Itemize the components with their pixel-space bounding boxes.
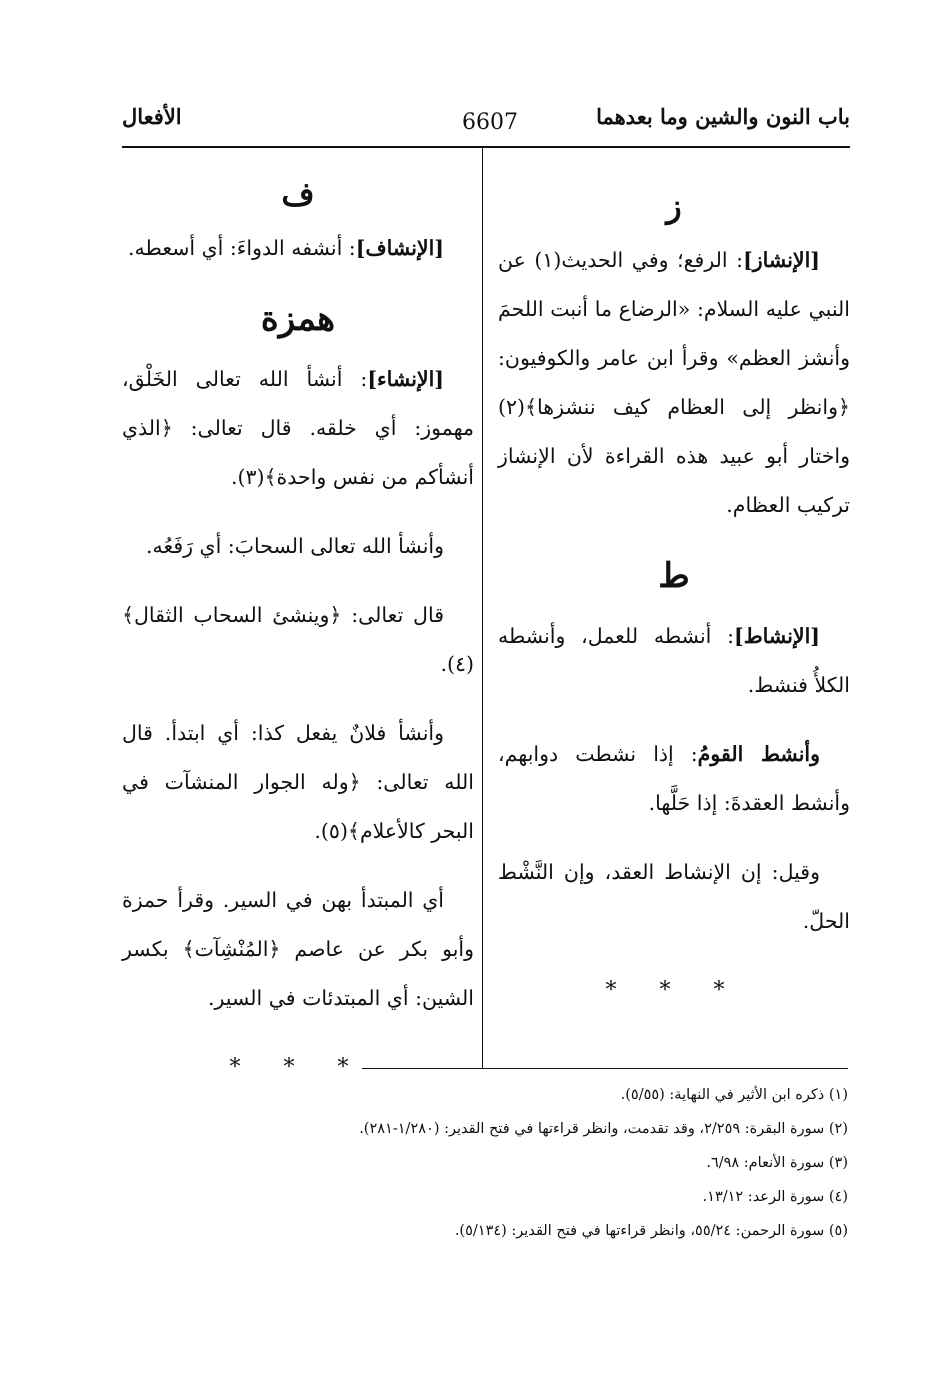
entry-anshata-alqawm	[498, 730, 850, 828]
section-end-stars: * * *	[229, 1055, 367, 1080]
footnote: (١) ذكره ابن الأثير في النهاية: (٥/٥٥).	[620, 1087, 848, 1103]
entry-text: : الرفع؛ وفي الحديث(١) عن النبي عليه السلام: «الرضاع ما أنبت اللحمَ وأنشز العظم» وقرأ ابن عامر والكوفيون: ﴿وانظر إلى العظام كيف ننشزها﴾(٢) واختار أبو عبيد هذه القراءة لأن الإنشاز تركيب العظام.	[498, 248, 850, 517]
entry-text: : إذا نشطت دوابهم، وأنشط العقدةَ: إذا حَلَّها.	[498, 742, 850, 815]
footnote: (٢) سورة البقرة: ٢/٢٥٩، وقد تقدمت، وانظر قراءتها في فتح القدير: (١/٢٨٠-٢٨١).	[359, 1121, 848, 1137]
header-rule	[122, 146, 850, 148]
hamza-heading: همزة	[260, 299, 336, 339]
entry-term: [الإنشاف]	[355, 236, 444, 260]
entry-inshaz	[498, 236, 850, 530]
entry-qila: وقيل: إن الإنشاط العقد، وإن النَّشْط الحلّ.	[498, 860, 850, 933]
letter-heading-zay: ز	[666, 187, 682, 225]
entry-text: : أنشأ الله تعالى الخَلْق، مهموز: أي خلقه. قال تعالى: ﴿الذي أنشأكم من نفس واحدة﴾(٣).	[122, 367, 474, 489]
section-end-stars: * * *	[605, 978, 743, 1003]
entry-term: وأنشط القومُ	[697, 742, 820, 766]
right-column	[498, 180, 850, 1015]
letter-heading-faa: ف	[281, 175, 315, 213]
left-column	[122, 168, 474, 1092]
entry-term: [الإنشاء]	[367, 367, 444, 391]
entry-inshaa	[122, 355, 474, 502]
entry-ansha-alsahab: وأنشأ الله تعالى السحابَ: أي رَفَعُه.	[145, 534, 444, 558]
footnote: (٤) سورة الرعد: ١٣/١٢.	[702, 1189, 848, 1205]
entry-almubtada: أي المبتدأ بهن في السير. وقرأ حمزة وأبو بكر عن عاصم ﴿المُنْشِآت﴾ بكسر الشين: أي المبتدئات في السير.	[122, 888, 474, 1010]
entry-qal-taala: قال تعالى: ﴿وينشئ السحاب الثقال﴾(٤).	[122, 603, 474, 676]
category-title: الأفعال	[122, 104, 182, 129]
letter-heading-taa: ط	[658, 556, 690, 596]
footnote: (٣) سورة الأنعام: ٦/٩٨.	[706, 1155, 848, 1171]
entry-term: [الإنشاط]	[734, 624, 820, 648]
page-number: 6607	[462, 110, 518, 135]
footnotes	[150, 1078, 848, 1248]
footnote: (٥) سورة الرحمن: ٥٥/٢٤، وانظر قراءتها في فتح القدير: (٥/١٣٤).	[454, 1223, 848, 1239]
entry-inshaf	[122, 224, 474, 273]
entry-inshat	[498, 612, 850, 710]
entry-text: : أنشفه الدواءَ: أي أسعطه.	[128, 236, 356, 260]
entry-ansha-fulan: وأنشأ فلانٌ يفعل كذا: أي ابتدأ. قال الله تعالى: ﴿وله الجوار المنشآت في البحر كالأعلام﴾(٥).	[122, 721, 474, 843]
footnote-rule	[362, 1068, 848, 1069]
section-title: باب النون والشين وما بعدهما	[596, 104, 850, 129]
entry-term: [الإنشاز]	[743, 248, 820, 272]
entry-text: : أنشطه للعمل، وأنشطه الكلأُ فنشط.	[498, 624, 850, 697]
column-divider	[482, 148, 483, 1068]
